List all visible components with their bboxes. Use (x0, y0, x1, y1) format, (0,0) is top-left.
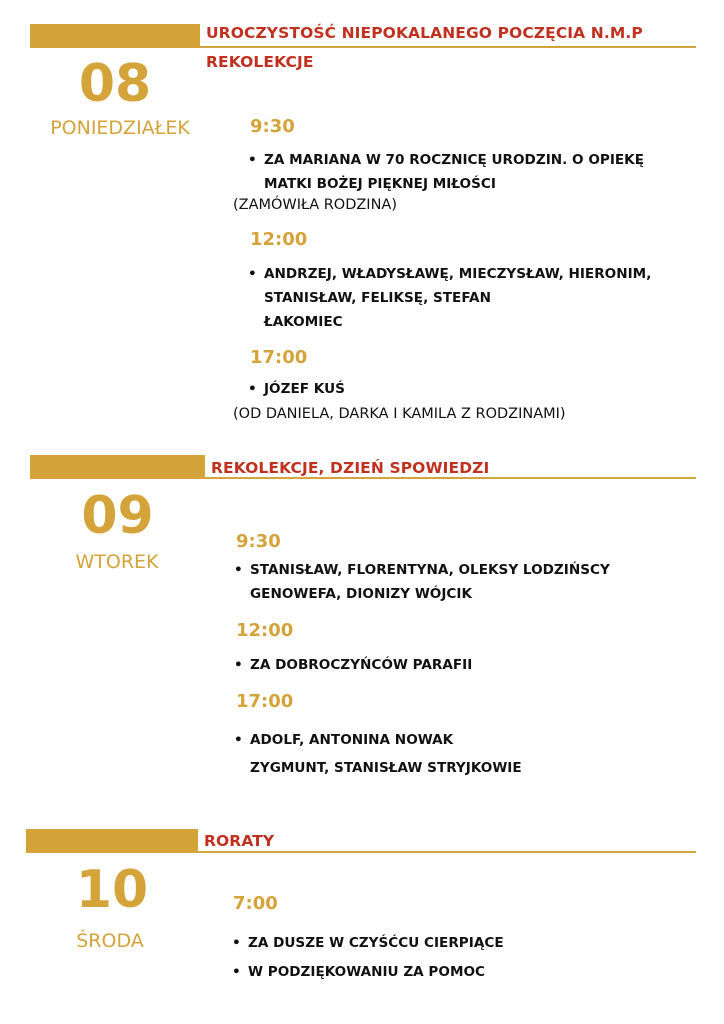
mass-intention: • ZA DOBROCZYŃCÓW PARAFII (250, 653, 472, 677)
day-number: 09 (81, 486, 154, 546)
header-bar (26, 829, 198, 853)
day-name: PONIEDZIAŁEK (50, 117, 190, 139)
bullet-icon: • (234, 562, 243, 578)
feast-subtitle: REKOLEKCJE (206, 53, 314, 71)
day-name: ŚRODA (76, 930, 144, 952)
bullet-icon: • (234, 732, 243, 748)
header-bar (30, 24, 200, 48)
feast-title: RORATY (204, 832, 275, 850)
mass-note: (OD DANIELA, DARKA I KAMILA Z RODZINAMI) (233, 406, 566, 422)
mass-intention: • JÓZEF KUŚ (264, 377, 345, 401)
feast-title: UROCZYSTOŚĆ NIEPOKALANEGO POCZĘCIA N.M.P (206, 24, 643, 42)
mass-time: 9:30 (236, 531, 281, 552)
mass-note: (ZAMÓWIŁA RODZINA) (233, 197, 398, 213)
mass-time: 12:00 (236, 620, 294, 641)
mass-intention: • ADOLF, ANTONINA NOWAK ZYGMUNT, STANISŁAW STRYJKOWIE (250, 726, 522, 782)
mass-intention: • ANDRZEJ, WŁADYSŁAWĘ, MIECZYSŁAW, HIERONIM, STANISŁAW, FELIKSĘ, STEFAN ŁAKOMIEC (264, 262, 651, 334)
mass-time: 12:00 (250, 229, 308, 250)
day-name: WTOREK (75, 551, 159, 573)
day-number: 10 (75, 860, 149, 920)
mass-intention: • W PODZIĘKOWANIU ZA POMOC (248, 958, 485, 987)
mass-time: 17:00 (250, 347, 308, 368)
bullet-icon: • (232, 964, 241, 980)
header-bar (30, 455, 205, 479)
bullet-icon: • (234, 657, 243, 673)
mass-intention: • ZA MARIANA W 70 ROCZNICĘ URODZIN. O OPIEKĘ MATKI BOŻEJ PIĘKNEJ MIŁOŚCI (264, 148, 644, 196)
day-number: 08 (78, 54, 152, 114)
bullet-icon: • (248, 381, 257, 397)
bullet-icon: • (248, 266, 257, 282)
mass-time: 9:30 (250, 116, 295, 137)
bullet-icon: • (248, 152, 257, 168)
mass-intention: • ZA DUSZE W CZYŚĆCU CIERPIĄCE (248, 929, 504, 958)
mass-time: 7:00 (233, 893, 278, 914)
bullet-icon: • (232, 935, 241, 951)
feast-title: REKOLEKCJE, DZIEŃ SPOWIEDZI (211, 459, 490, 477)
mass-time: 17:00 (236, 691, 294, 712)
mass-intention: • STANISŁAW, FLORENTYNA, OLEKSY LODZIŃSCY GENOWEFA, DIONIZY WÓJCIK (250, 558, 610, 606)
